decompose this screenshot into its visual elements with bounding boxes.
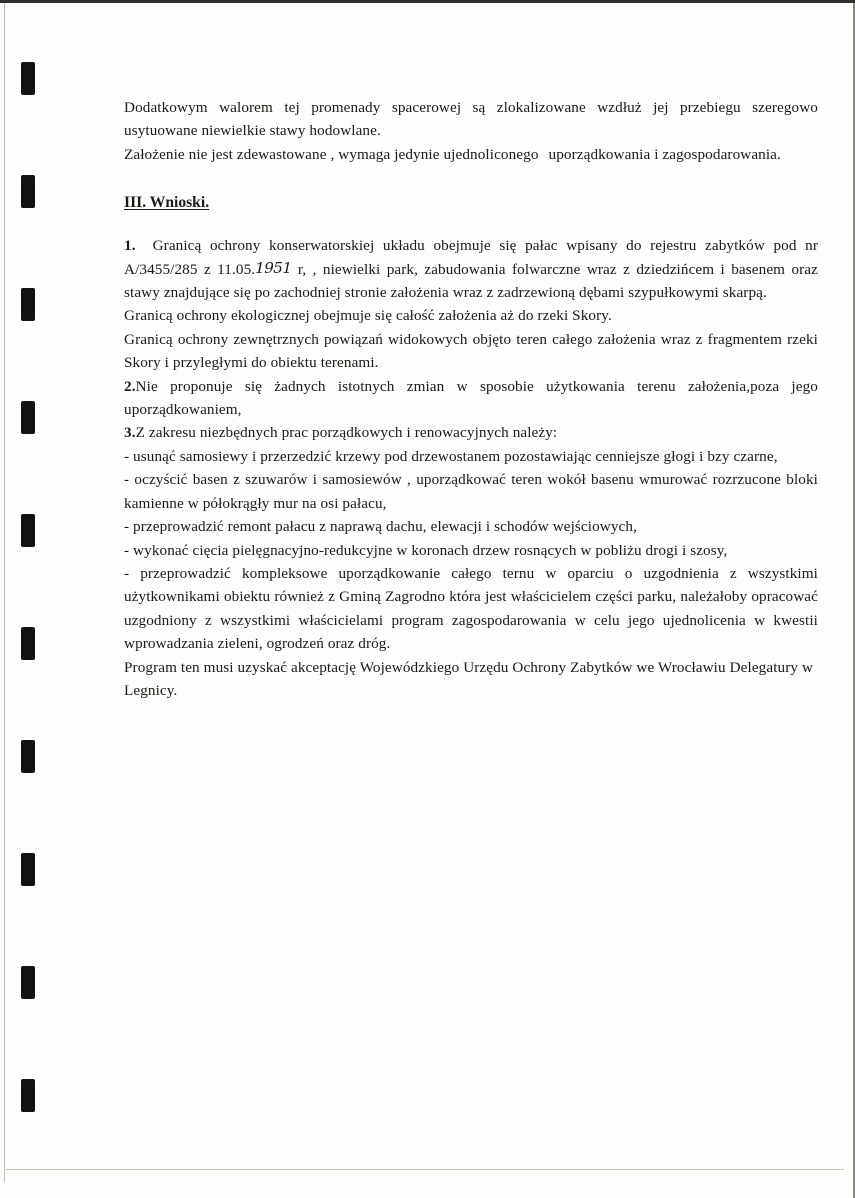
- binder-punch-mark: [21, 740, 35, 773]
- binder-punch-mark: [21, 175, 35, 208]
- list-item-2-number: 2.: [124, 377, 136, 395]
- paragraph-promenada: Dodatkowym walorem tej promenady spacerowej są zlokalizowane wzdłuż jej przebiegu szeregowo usytuowane niewielkie stawy hodowlane.: [124, 99, 818, 140]
- vertical-spacer: [124, 166, 818, 192]
- paragraph-zalozenie: [124, 143, 818, 166]
- paragraph-granica-zewnetrzna: Granicą ochrony zewnętrznych powiązań widokowych objęto teren całego założenia wraz z fragmentem rzeki Skory i przyległymi do obiektu terenami.: [124, 330, 818, 372]
- bullet-item: - oczyścić basen z szuwarów i samosiewów , uporządkować teren wokół basenu wmurować rozrzucone bloki kamienne w półokrągły mur na osi pałacu,: [124, 471, 818, 512]
- binder-punch-mark: [21, 288, 35, 321]
- paragraph-closing-acceptance: Program ten musi uzyskać akceptację Wojewódzkiego Urzędu Ochrony Zabytków we Wrocławiu Delegatury w Legnicy.: [124, 658, 814, 699]
- paragraph-zalozenie-part-b: uporządkowania i zagospodarowania.: [548, 145, 781, 163]
- list-item-3-text: Z zakresu niezbędnych prac porządkowych i renowacyjnych należy:: [135, 424, 558, 442]
- document-text-body: [124, 96, 818, 702]
- binder-punch-mark: [21, 966, 35, 999]
- vertical-spacer: [124, 214, 818, 234]
- binder-punch-mark: [21, 401, 35, 434]
- list-item-1: [124, 234, 818, 304]
- binder-punch-mark: [21, 1079, 35, 1112]
- scan-edge-top: [0, 0, 855, 3]
- bullet-item: - przeprowadzić kompleksowe uporządkowanie całego ternu w oparciu o uzgodnienia z wszystkimi użytkownikami obiektu również z Gminą Zagrodno która jest właścicielem części parku, należałoby opracować uzgodniony z wszystkimi właścicielami program zagospodarowania w celu jego ujednolicenia w kwestii wprowadzania zieleni, ogrodzeń oraz dróg.: [124, 564, 818, 653]
- list-item-1-text-b: r, , niewielki park, zabudowania folwarczne wraz z dziedzińcem i basenem oraz stawy znajdujące się po zachodniej stronie założenia wraz z zadrzewioną dębami szypułkowymi skarpą.: [124, 260, 818, 302]
- list-item-2: [124, 375, 818, 422]
- paragraph-granica-ekologiczna: Granicą ochrony ekologicznej obejmuje się całość założenia aż do rzeki Skory.: [124, 307, 612, 325]
- binder-punch-mark: [21, 627, 35, 660]
- list-item-3-number: 3.: [124, 424, 136, 442]
- bullet-item: - usunąć samosiewy i przerzedzić krzewy pod drzewostanem pozostawiając cenniejsze głogi i bzy czarne,: [124, 447, 778, 465]
- binder-punch-mark: [21, 514, 35, 547]
- binder-punch-mark: [21, 62, 35, 95]
- list-item-3: [124, 421, 818, 444]
- binder-punch-mark: [21, 853, 35, 886]
- paragraph-zalozenie-part-a: Założenie nie jest zdewastowane , wymaga jedynie ujednoliconego: [124, 145, 539, 163]
- list-item-2-text: Nie proponuje się żadnych istotnych zmian w sposobie użytkowania terenu założenia,poza jego uporządkowaniem,: [124, 377, 818, 419]
- scan-edge-bottom: [6, 1169, 844, 1170]
- bullet-item: - wykonać cięcia pielęgnacyjno-redukcyjne w koronach drzew rosnących w pobliżu drogi i szosy,: [124, 541, 728, 559]
- list-item-1-number: 1.: [124, 237, 136, 255]
- scan-edge-left: [4, 2, 5, 1182]
- handwritten-year-correction: 1951: [255, 258, 292, 277]
- list-item-1-text-a: Granicą ochrony konserwatorskiej układu obejmuje się pałac wpisany do rejestru zabytków pod nr A/3455/285 z 11.05.: [124, 237, 818, 278]
- bullet-item: - przeprowadzić remont pałacu z naprawą dachu, elewacji i schodów wejściowych,: [124, 518, 637, 536]
- section-heading-wnioski: III. Wnioski.: [124, 194, 210, 212]
